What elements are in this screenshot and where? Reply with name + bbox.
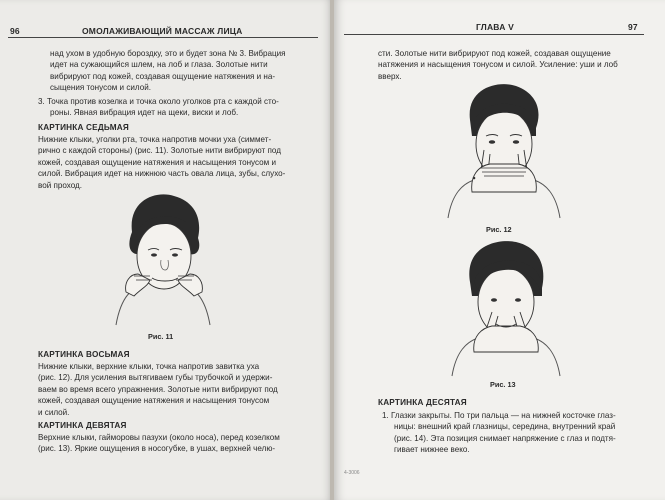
figure-12-illustration — [434, 80, 574, 220]
section-8-text — [38, 361, 320, 418]
figure-12-caption: Рис. 12 — [486, 225, 512, 234]
figure-11-caption: Рис. 11 — [148, 332, 174, 341]
text-line: (рис. 12). Для усиления вытягиваем губы трубочкой и удержи- — [38, 373, 273, 383]
left-item-3 — [38, 96, 320, 119]
text-line: 1. Глазки закрыты. По три пальца — на нижней косточке глаз- — [382, 411, 616, 420]
text-line: Нижние клыки, уголки рта, точка напротив мочки уха (симмет- — [38, 135, 272, 144]
text-line: рично с каждой стороны) (рис. 11). Золотые нити вибрируют под — [38, 146, 281, 156]
text-line: вверх. — [378, 71, 402, 81]
footer-mark: 4-3006 — [344, 470, 360, 476]
right-running-head: ГЛАВА V — [476, 22, 514, 32]
text-line: сти. Золотые нити вибрируют под кожей, создавая ощущение — [378, 49, 611, 58]
section-7-text — [38, 134, 320, 191]
section-9-title: КАРТИНКА ДЕВЯТАЯ — [38, 421, 127, 430]
section-10-title: КАРТИНКА ДЕСЯТАЯ — [378, 398, 467, 407]
text-line: и силой. — [38, 407, 70, 417]
text-line: ницы: внешний край глазницы, середина, внутренний край — [394, 422, 616, 432]
figure-13-caption: Рис. 13 — [490, 380, 516, 389]
text-line: идет на сужающийся шлем, на лоб и глаза. Золотые нити — [50, 60, 268, 70]
text-line: сыщения тонусом и силой. — [50, 83, 151, 93]
section-7-title: КАРТИНКА СЕДЬМАЯ — [38, 123, 129, 132]
text-line: вибрируют под кожей, создавая ощущение натяжения и на- — [50, 71, 276, 81]
figure-13-illustration — [438, 238, 574, 378]
text-line: кожей, создавая ощущение натяжения и насыщения тонусом и — [38, 157, 276, 167]
text-line: над ухом в удобную бороздку, это и будет зона № 3. Вибрация — [50, 49, 286, 58]
right-intro-text — [378, 48, 648, 82]
text-line: 3. Точка против козелка и точка около уголков рта с каждой сто- — [38, 97, 279, 106]
left-intro-text — [50, 48, 318, 94]
left-head-rule — [8, 37, 318, 38]
text-line: (рис. 13). Яркие ощущения в носогубке, в ушах, верхней челю- — [38, 444, 276, 454]
figure-11-illustration — [98, 190, 228, 328]
section-10-item-1 — [382, 410, 654, 456]
text-line: (рис. 14). Эта позиция снимает напряжение с глаз и подтя- — [394, 433, 616, 443]
text-line: Верхние клыки, гайморовы пазухи (около носа), перед козелком — [38, 433, 280, 442]
text-line: ваем во время всего упражнения. Золотые нити вибрируют под — [38, 384, 278, 394]
section-9-text — [38, 432, 320, 455]
text-line: натяжения и насыщения тонусом и силой. Усиление: уши и лоб — [378, 60, 618, 70]
text-line: силой. Вибрация идет на нижнюю часть овала лица, зубы, слухо- — [38, 169, 286, 179]
text-line: гивает нижнее веко. — [394, 445, 470, 455]
right-page-number: 97 — [628, 22, 638, 32]
text-line: вой проход. — [38, 180, 83, 190]
left-page-number: 96 — [10, 26, 20, 36]
section-8-title: КАРТИНКА ВОСЬМАЯ — [38, 350, 130, 359]
text-line: кожей, создавая ощущение натяжения и насыщения тонусом — [38, 396, 270, 406]
right-page — [334, 0, 665, 500]
left-running-head: ОМОЛАЖИВАЮЩИЙ МАССАЖ ЛИЦА — [82, 26, 243, 36]
text-line: роны. Явная вибрация идет на щеки, виски и лоб. — [50, 108, 239, 118]
right-head-rule — [344, 34, 644, 35]
text-line: Нижние клыки, верхние клыки, точка напротив завитка уха — [38, 362, 260, 371]
